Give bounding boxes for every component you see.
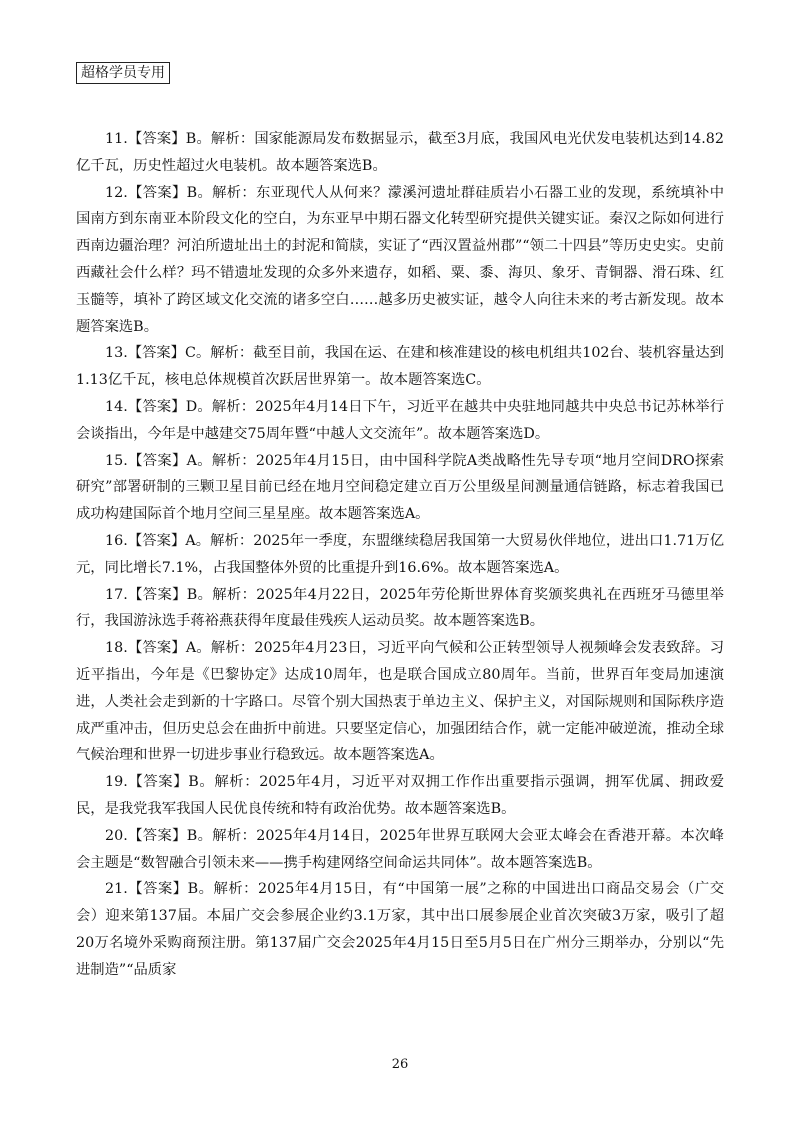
explanation-text: 解析：2025年4月，习近平对双拥工作作出重要指示强调，拥军优属、拥政爱民，是我党我军我国人民优良传统和特有政治优势。故本题答案选B。 [76, 774, 724, 817]
item-number: 14. [105, 398, 128, 415]
answer-item-16 [76, 528, 724, 582]
answer-item-15 [76, 448, 724, 528]
explanation-text: 解析：2025年4月15日，由中国科学院A类战略性先导专项“地月空间DRO探索研究”部署研制的三颗卫星目前已经在地月空间稳定建立百万公里级星间测量通信链路，标志着我国已成功构建国际首个地月空间三星星座。故本题答案选A。 [76, 452, 724, 523]
answer-label: 【答案】B。 [127, 881, 214, 898]
answer-item-21 [76, 876, 724, 983]
answer-label: 【答案】A。 [127, 532, 211, 549]
explanation-text: 解析：2025年4月15日，有“中国第一展”之称的中国进出口商品交易会（广交会）迎来第137届。本届广交会参展企业约3.1万家，其中出口展参展企业首次突破3万家，吸引了超20万名境外采购商预注册。第137届广交会2025年4月15日至5月5日在广州分三期举办，分别以“先进制造”“品质家 [76, 881, 724, 978]
answer-item-13 [76, 340, 724, 394]
item-number: 18. [105, 640, 128, 657]
explanation-text: 解析：东亚现代人从何来？濛溪河遗址群硅质岩小石器工业的发现，系统填补中国南方到东南亚本阶段文化的空白，为东亚早中期石器文化转型研究提供关键实证。秦汉之际如何进行西南边疆治理？河泊所遗址出土的封泥和简牍，实证了“西汉置益州郡”“领二十四县”等历史史实。史前西藏社会什么样？玛不错遗址发现的众多外来遗存，如稻、粟、黍、海贝、象牙、青铜器、滑石珠、红玉髓等，填补了跨区域文化交流的诸多空白……越多历史被实证，越令人向往未来的考古新发现。故本题答案选B。 [76, 184, 724, 335]
answer-label: 【答案】B。 [127, 131, 211, 147]
answer-item-11 [76, 126, 724, 180]
item-number: 13. [105, 345, 128, 362]
explanation-text: 解析：2025年4月14日下午，习近平在越共中央驻地同越共中央总书记苏林举行会谈指出，今年是中越建交75周年暨“中越人文交流年”。故本题答案选D。 [76, 398, 724, 442]
answer-item-12 [76, 180, 724, 341]
explanation-text: 解析：2025年4月14日，2025年世界互联网大会亚太峰会在香港开幕。本次峰会主题是“数智融合引领未来——携手构建网络空间命运共同体”。故本题答案选B。 [76, 827, 724, 871]
answer-item-14 [76, 394, 724, 448]
answer-item-17 [76, 582, 724, 636]
answer-item-20 [76, 823, 724, 877]
answer-label: 【答案】A。 [127, 452, 212, 469]
answer-label: 【答案】B。 [127, 184, 213, 201]
answer-item-18 [76, 635, 724, 769]
exclusive-stamp: 超格学员专用 [76, 62, 170, 84]
answer-label: 【答案】B。 [127, 827, 213, 844]
item-number: 12. [105, 184, 128, 201]
item-number: 16. [105, 532, 128, 549]
answer-label: 【答案】D。 [127, 398, 212, 415]
item-number: 15. [105, 452, 128, 469]
explanation-text: 解析：2025年一季度，东盟继续稳居我国第一大贸易伙伴地位，进出口1.71万亿元，同比增长7.1%，占我国整体外贸的比重提升到16.6%。故本题答案选A。 [76, 532, 725, 576]
item-number: 17. [105, 586, 128, 603]
explanation-text: 解析：截至目前，我国在运、在建和核准建设的核电机组共102台、装机容量达到1.13亿千瓦，核电总体规模首次跃居世界第一。故本题答案选C。 [76, 345, 724, 389]
item-number: 11. [105, 131, 128, 147]
answer-label: 【答案】B。 [127, 586, 213, 603]
answer-label: 【答案】A。 [127, 640, 211, 657]
explanation-text: 解析：国家能源局发布数据显示，截至3月底，我国风电光伏发电装机达到14.82亿千瓦，历史性超过火电装机。故本题答案选B。 [76, 131, 724, 174]
answer-label: 【答案】B。 [127, 774, 215, 791]
answer-label: 【答案】C。 [127, 345, 211, 362]
page-number: 26 [391, 1057, 409, 1072]
item-number: 21. [105, 881, 128, 898]
item-number: 20. [105, 827, 128, 844]
answer-item-19 [76, 769, 724, 823]
explanation-text: 解析：2025年4月23日，习近平向气候和公正转型领导人视频峰会发表致辞。习近平指出，今年是《巴黎协定》达成10周年，也是联合国成立80周年。当前，世界百年变局加速演进，人类社会走到新的十字路口。尽管个别大国热衷于单边主义、保护主义，对国际规则和国际秩序造成严重冲击，但历史总会在曲折中前进。只要坚定信心，加强团结合作，就一定能冲破逆流，推动全球气候治理和世界一切进步事业行稳致远。故本题答案选A。 [76, 640, 725, 764]
explanation-text: 解析：2025年4月22日，2025年劳伦斯世界体育奖颁奖典礼在西班牙马德里举行，我国游泳选手蒋裕燕获得年度最佳残疾人运动员奖。故本题答案选B。 [76, 586, 724, 630]
answer-list [76, 126, 724, 984]
item-number: 19. [105, 774, 128, 791]
